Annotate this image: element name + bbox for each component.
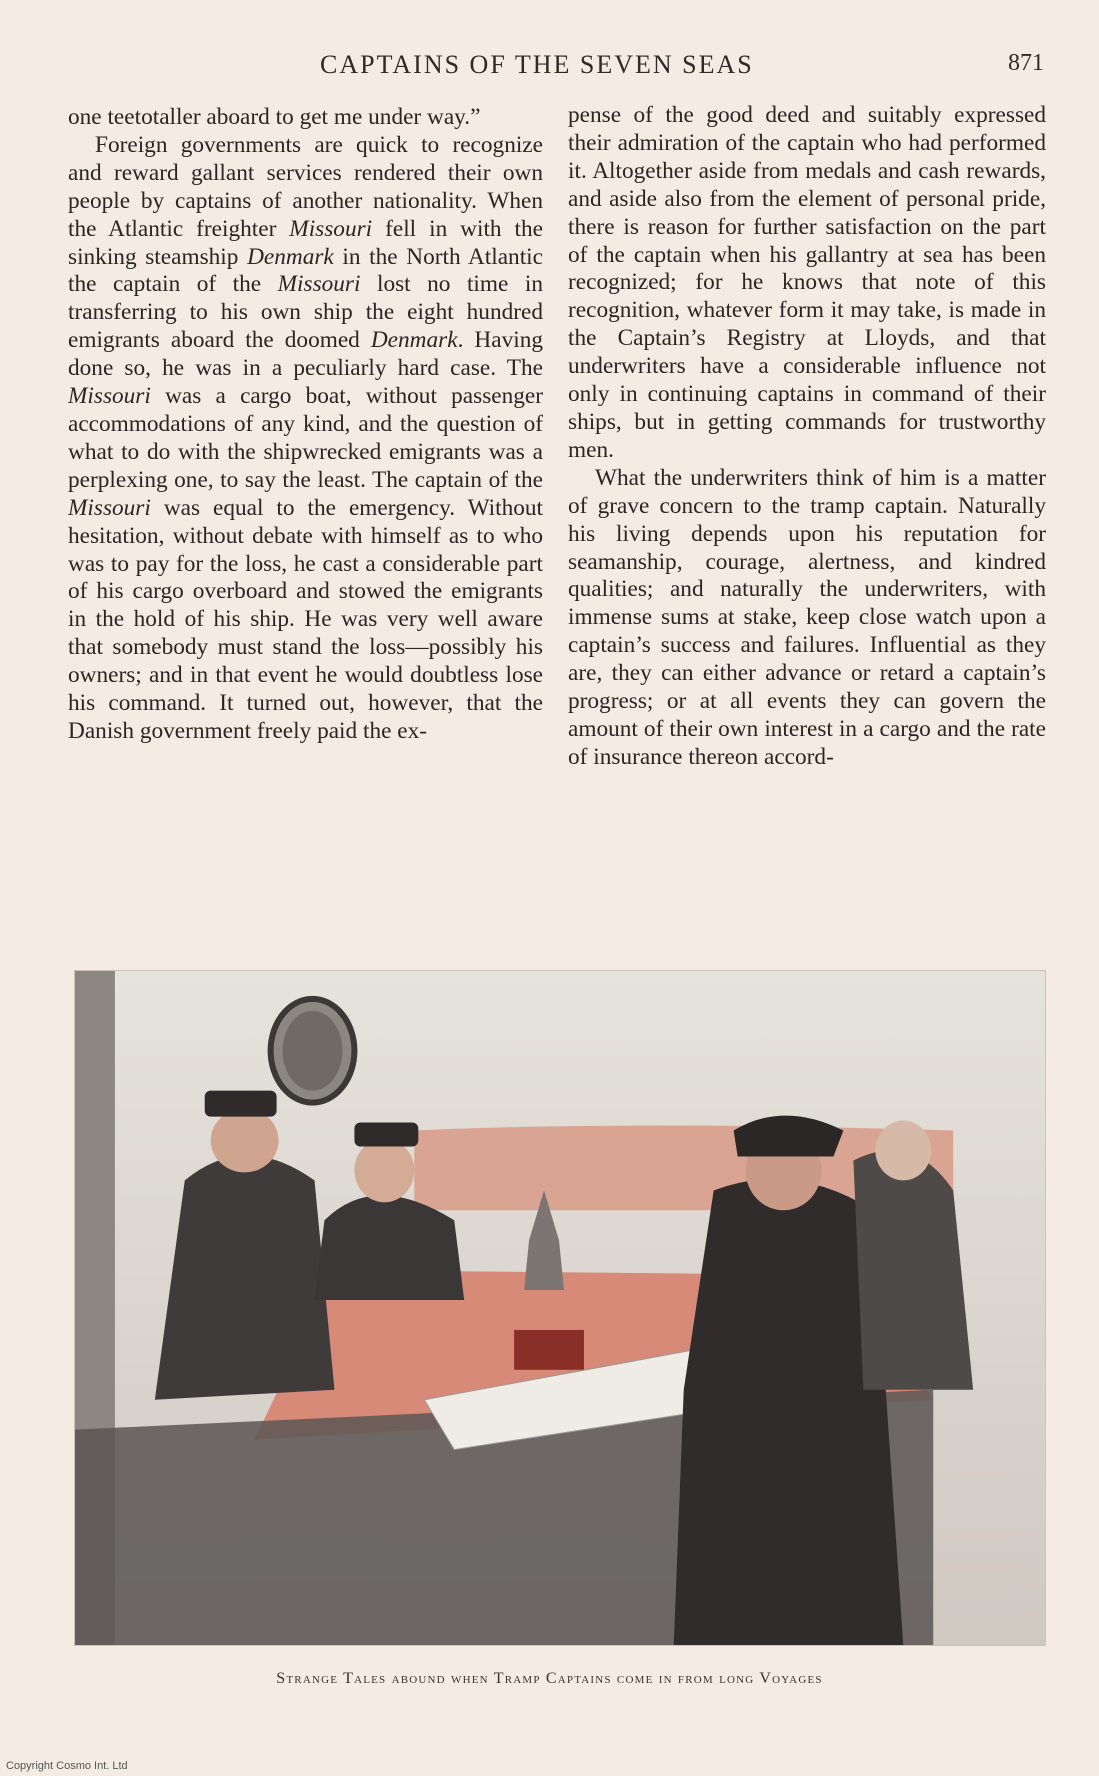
book: [514, 1330, 584, 1370]
right-column: [568, 102, 1046, 922]
page-number: 871: [1008, 50, 1044, 76]
captain-left-cap: [205, 1091, 277, 1117]
copyright-notice: Copyright Cosmo Int. Ltd: [6, 1760, 128, 1772]
ship-name: Denmark: [370, 327, 458, 354]
paragraph: one teetotaller aboard to get me under way.”: [68, 104, 481, 130]
porthole-glass: [283, 1011, 343, 1091]
captain-far-right-head: [875, 1121, 931, 1181]
left-column: [68, 104, 543, 924]
captain-left-head: [211, 1109, 279, 1173]
illustration-caption: Strange Tales abound when Tramp Captains come in from long Voyages: [276, 1670, 823, 1687]
ship-name: Missouri: [68, 494, 151, 521]
running-title: CAPTAINS OF THE SEVEN SEAS: [320, 50, 754, 79]
illustration: [74, 970, 1046, 1646]
ship-name: Missouri: [289, 215, 373, 242]
paragraph: Foreign governments are quick to recognize and reward gallant services rendered their own people by captains of another nationality. When the Atlantic freighter Missouri fell in with the sinking steamship Denmark in the North Atlantic the captain of the Missouri lost no time in transferring to his own ship the eight hundred emigrants aboard the doomed Denmark. Having done so, he was in a peculiarly hard case. The Missouri was a cargo boat, without passenger accommodations of any kind, and the question of what to do with the shipwrecked emigrants was a perplexing one, to say the least. The captain of the Missouri was equal to the emergency. Without hesitation, without debate with himself as to who was to pay for the loss, he cast a considerable part of his cargo overboard and stowed the emigrants in the hold of his ship. He was very well aware that somebody must stand the loss—possibly his owners; and in that event he would doubtless lose his command. It turned out, however, that the Danish government freely paid the ex-: [68, 131, 543, 744]
captain-center-head: [354, 1139, 414, 1203]
page-header: [0, 50, 1099, 86]
ship-name: Missouri: [277, 271, 361, 298]
illustration-drawing: [75, 971, 1045, 1645]
paragraph: pense of the good deed and suitably expressed their admiration of the captain who had performed it. Altogether aside from medals and cash rewards, and aside also from the element of personal pride, there is reason for further satisfaction on the part of the captain when his gallantry at sea has been recognized; for he knows that note of this recognition, whatever form it may take, is made in the Captain’s Registry at Lloyds, and that underwriters have a considerable influence not only in continuing captains in command of their ships, but in getting commands for trustworthy men.: [568, 102, 1046, 463]
paragraph: What the underwriters think of him is a matter of grave concern to the tramp captain. Naturally his living depends upon his reputation for seamanship, courage, alertness, and kindred qualities; and naturally the underwriters, with immense sums at stake, keep close watch upon a captain’s success and failures. Influential as they are, they can either advance or retard a captain’s progress; or at all events they can govern the amount of their own interest in a cargo and the rate of insurance thereon accord-: [568, 464, 1046, 770]
captain-center-cap: [354, 1123, 418, 1147]
ship-name: Missouri: [68, 383, 151, 410]
ship-name: Denmark: [247, 243, 334, 270]
